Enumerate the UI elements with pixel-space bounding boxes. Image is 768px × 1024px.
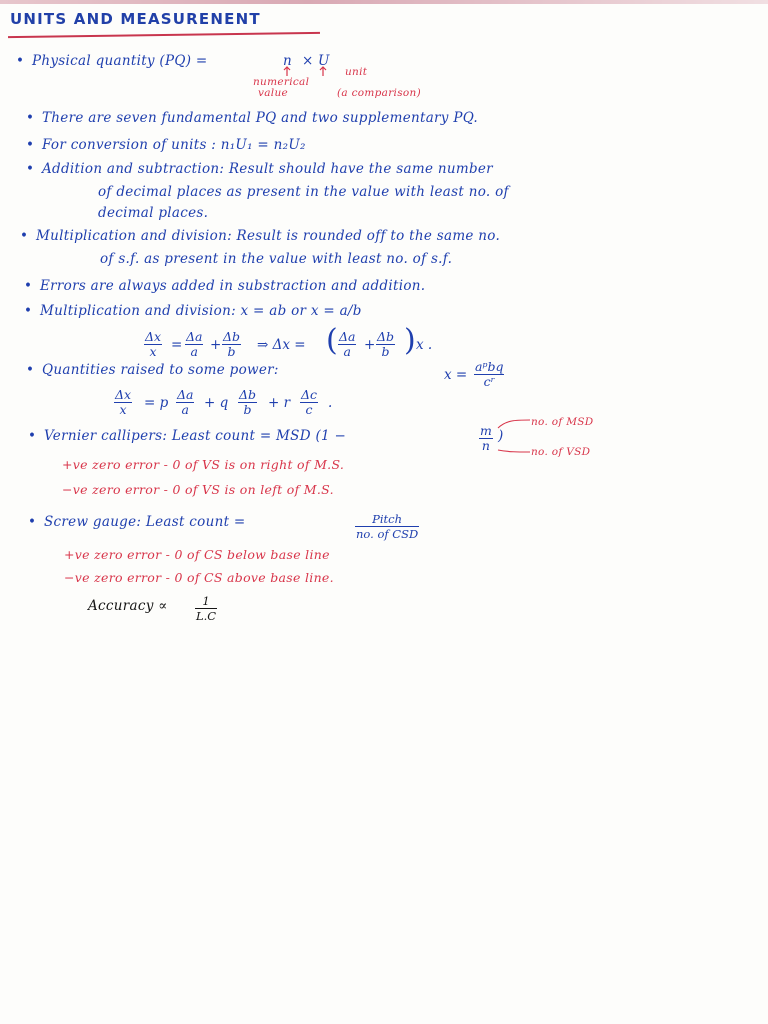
muldiv-plus: + bbox=[210, 337, 222, 353]
paren-open: ( bbox=[326, 323, 338, 358]
pq-note-unit: unit bbox=[345, 66, 368, 78]
power-plus-q: + q bbox=[204, 395, 229, 411]
frac-power-expression: aᵖbq cʳ bbox=[475, 359, 504, 389]
frac-power-da-a: $\frac{\Delta a}{a}$ bbox=[177, 387, 194, 417]
pq-note-numerical: numerical bbox=[253, 76, 310, 88]
addsub-line-2: of decimal places as present in the value with least no. of bbox=[98, 184, 509, 200]
frac-dx-x: $\frac{\Delta x}{x}$ bbox=[145, 329, 162, 359]
power-x-eq: x = bbox=[444, 367, 468, 383]
frac-power-dx-x: $\frac{\Delta x}{x}$ bbox=[115, 387, 132, 417]
frac-power-db-b: $\frac{\Delta b}{b}$ bbox=[239, 387, 257, 417]
vernier-negative-zero-error: −ve zero error - 0 of VS is on left of M.S. bbox=[62, 482, 334, 497]
frac-db-b-2: $\frac{\Delta b}{b}$ bbox=[377, 329, 395, 359]
muldiv-eq: = bbox=[171, 337, 183, 353]
frac-vernier-m-n: $\frac{m}{n}$ bbox=[480, 423, 492, 453]
frac-da-a-2: $\frac{\Delta a}{a}$ bbox=[339, 329, 356, 359]
pq-note-value: value bbox=[258, 87, 289, 99]
power-eq-p: = p bbox=[144, 395, 169, 411]
fundamental-pq-note: • There are seven fundamental PQ and two supplementary PQ. bbox=[42, 110, 478, 126]
addsub-line-1: • Addition and subtraction: Result should have the same number bbox=[42, 161, 493, 177]
vernier-positive-zero-error: +ve zero error - 0 of VS is on right of M.S. bbox=[62, 457, 345, 472]
paren-close: ) bbox=[404, 323, 416, 358]
accuracy-text: Accuracy ∝ bbox=[88, 598, 168, 614]
pq-u: U bbox=[318, 53, 330, 69]
frac-db-b: $\frac{\Delta b}{b}$ bbox=[223, 329, 241, 359]
screw-gauge-heading: • Screw gauge: Least count = bbox=[44, 514, 246, 530]
pq-note-comparison: (a comparison) bbox=[337, 87, 421, 99]
muldiv-plus-2: + bbox=[364, 337, 376, 353]
page-title: UNITS AND MEASURENENT bbox=[10, 10, 261, 28]
vernier-note-msd: no. of MSD bbox=[531, 416, 594, 428]
errors-added-note: • Errors are always added in substraction and addition. bbox=[40, 278, 425, 294]
muldiv-implies: ⇒ Δx = bbox=[257, 337, 306, 353]
addsub-line-3: decimal places. bbox=[98, 205, 209, 221]
frac-power-dc-c: $\frac{\Delta c}{c}$ bbox=[301, 387, 318, 417]
muldiv-tail: x . bbox=[416, 337, 433, 353]
vernier-note-arrows bbox=[496, 416, 536, 456]
power-heading: • Quantities raised to some power: bbox=[42, 362, 279, 378]
pq-definition bbox=[32, 53, 208, 69]
muldiv-error-heading: • Multiplication and division: x = ab or x = a/b bbox=[40, 303, 362, 319]
screw-negative-zero-error: −ve zero error - 0 of CS above base line. bbox=[64, 570, 334, 585]
pq-n: n bbox=[283, 53, 292, 69]
muldiv-line-2: of s.f. as present in the value with least no. of s.f. bbox=[100, 251, 453, 267]
frac-da-a: $\frac{\Delta a}{a}$ bbox=[186, 329, 203, 359]
vernier-heading: • Vernier callipers: Least count = MSD (1 − bbox=[44, 428, 346, 444]
power-plus-r: + r bbox=[268, 395, 291, 411]
unit-conversion-note: • For conversion of units : n₁U₁ = n₂U₂ bbox=[42, 137, 306, 153]
pq-times: × bbox=[302, 53, 314, 69]
frac-accuracy: $\frac{1}{L.C}$ bbox=[196, 594, 217, 623]
frac-screw-pitch-csd: Pitch no. of CSD bbox=[356, 512, 419, 541]
vernier-close: ) bbox=[498, 428, 504, 444]
pq-text: Physical quantity (PQ) = bbox=[32, 53, 208, 69]
vernier-note-vsd: no. of VSD bbox=[531, 446, 591, 458]
screw-positive-zero-error: +ve zero error - 0 of CS below base line bbox=[64, 547, 330, 562]
power-dot: . bbox=[328, 395, 333, 411]
title-underline bbox=[8, 32, 320, 38]
muldiv-line-1: • Multiplication and division: Result is rounded off to the same no. bbox=[36, 228, 500, 244]
top-edge-band bbox=[0, 0, 768, 4]
